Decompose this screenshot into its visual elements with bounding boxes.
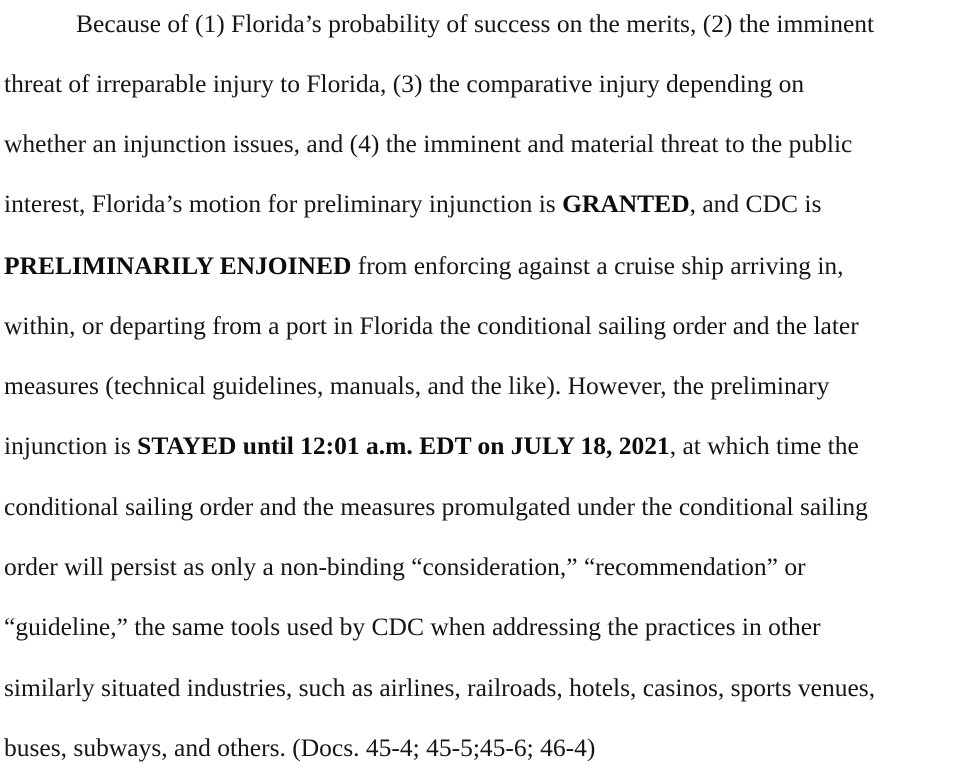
paragraph-line-1 <box>76 4 874 44</box>
granted-emphasis: GRANTED <box>562 189 690 218</box>
line-text: similarly situated industries, such as airlines, railroads, hotels, casinos, sports venues, <box>4 673 876 702</box>
paragraph-line-9 <box>4 487 868 527</box>
line-text: within, or departing from a port in Florida the conditional sailing order and the later <box>4 311 859 340</box>
paragraph-line-2 <box>4 64 804 104</box>
line-text: from enforcing against a cruise ship arriving in, <box>351 251 844 280</box>
line-text: order will persist as only a non-binding “consideration,” “recommendation” or <box>4 552 806 581</box>
paragraph-line-7 <box>4 366 829 406</box>
paragraph-line-5 <box>4 246 844 286</box>
line-text: “guideline,” the same tools used by CDC when addressing the practices in other <box>4 612 821 641</box>
line-text: buses, subways, and others. (Docs. 45-4; 45-5;45-6; 46-4) <box>4 733 596 762</box>
line-text: , and CDC is <box>689 189 822 218</box>
line-text: whether an injunction issues, and (4) the imminent and material threat to the public <box>4 129 853 158</box>
line-text: injunction is <box>4 431 138 460</box>
line-text: Because of (1) Florida’s probability of success on the merits, (2) the imminent <box>76 9 875 38</box>
line-text: interest, Florida’s motion for preliminary injunction is <box>4 189 563 218</box>
paragraph-line-8 <box>4 426 859 466</box>
paragraph-line-13 <box>4 728 595 768</box>
paragraph-line-3 <box>4 124 852 164</box>
paragraph-line-11 <box>4 607 821 647</box>
line-text: conditional sailing order and the measures promulgated under the conditional sailing <box>4 492 868 521</box>
paragraph-line-4 <box>4 184 821 224</box>
line-text: measures (technical guidelines, manuals, and the like). However, the preliminary <box>4 371 830 400</box>
paragraph-line-12 <box>4 668 875 708</box>
line-text: , at which time the <box>669 431 859 460</box>
enjoined-emphasis: PRELIMINARILY ENJOINED <box>4 251 352 280</box>
line-text: threat of irreparable injury to Florida, (3) the comparative injury depending on <box>4 69 805 98</box>
paragraph-line-10 <box>4 547 806 587</box>
stay-date-emphasis: STAYED until 12:01 a.m. EDT on JULY 18, 2021 <box>137 431 670 460</box>
paragraph-line-6 <box>4 306 859 346</box>
